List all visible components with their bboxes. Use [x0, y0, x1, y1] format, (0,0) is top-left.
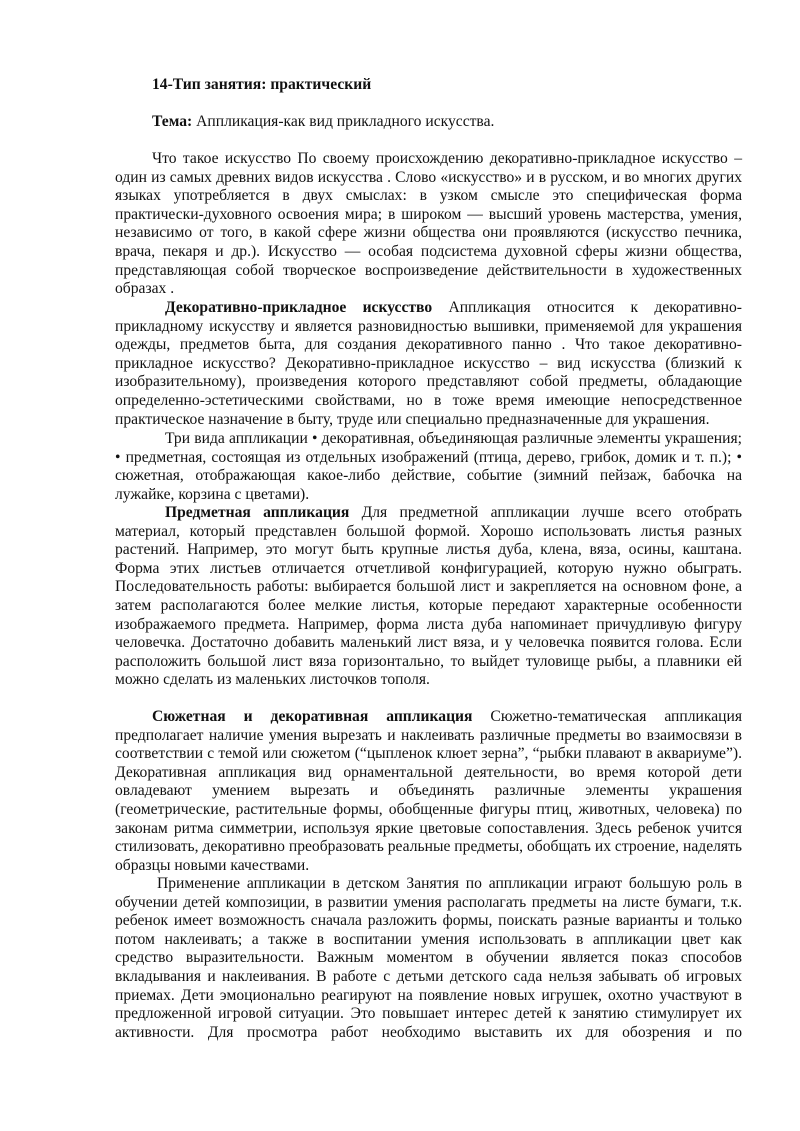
paragraph-text: Для предметной аппликации лучше всего отобрать материал, который представлен большой формой. Хорошо использовать листья разных растений. Например, это могут быть крупные листья дуба, клена, вяза, осины, каштана. Форма этих листьев отличается отчетливой конфигурацией, которую нужно обыграть. Последовательность работы: выбирается большой лист и закрепляется на основном фоне, а затем располагаются более мелкие листья, которые передают характерные особенности изображаемого предмета. Например, форма листа дуба напоминает причудливую фигуру человечка. Достаточно добавить маленький лист вяза, и у человечка появится голова. Если расположить большой лист вяза горизонтально, то выйдет туловище рыбы, а плавники ей можно сделать из маленьких листочков тополя.: [115, 504, 742, 689]
paragraph-three-types: [115, 430, 742, 504]
paragraph-decorative-applied-art: [115, 299, 742, 429]
paragraph-kindergarten-use: [115, 875, 742, 1042]
paragraph-text: Три вида аппликации • декоративная, объединяющая различные элементы украшения; • предметная, состоящая из отдельных изображений (птица, дерево, грибок, домик и т. п.); • сюжетная, отображающая какое-либо действие, событие (зимний пейзаж, бабочка на лужайке, корзина с цветами).: [115, 430, 742, 503]
paragraph-plot-decorative-applique: [115, 708, 742, 875]
paragraph-text: Применение аппликации в детском Занятия по аппликации играют большую роль в обучении детей композиции, в развитии умения располагать предметы на листе бумаги, т.к. ребенок имеет возможность сначала разложить формы, поискать разные варианты и только потом наклеивать; а также в воспитании умения использовать в аппликации цвет как средство выразительности. Важным моментом в обучении является показ способов вкладывания и наклеивания. В работе с детьми детского сада нельзя забывать об игровых приемах. Дети эмоционально реагируют на появление новых игрушек, охотно участвуют в предложенной игровой ситуации. Это повышает интерес детей к занятию стимулирует их активности. Для просмотра работ необходимо выставить их для обозрения и по: [115, 875, 742, 1041]
paragraph-lead: Декоративно-прикладное искусство: [165, 299, 433, 316]
lesson-theme: [152, 113, 712, 132]
theme-text: Аппликация-как вид прикладного искусства.: [192, 113, 495, 130]
paragraph-text: Аппликация относится к декоративно-прикладному искусству и является разновидностью вышивки, применяемой для украшения одежды, предметов быта, для создания декоративного панно . Что такое декоративно-прикладное искусство? Декоративно-прикладное искусство – вид искусства (близкий к изобразительному), произведения которого представляют собой предметы, обладающие определенно-эстетическими свойствами, но в тоже время имеющие непосредственное практическое назначение в быту, труде или специально предназначенные для украшения.: [115, 299, 742, 428]
paragraph-what-is-art: [115, 150, 742, 299]
paragraph-object-applique: [115, 504, 742, 690]
theme-label: Тема:: [152, 113, 193, 130]
paragraph-text: Что такое искусство По своему происхождению декоративно-прикладное искусство – один из самых древних видов искусства . Слово «искусство» и в русском, и во многих других языках употребляется в двух смыслах: в узком смысле это специфическая форма практически-духовного освоения мира; в широком — высший уровень мастерства, умения, независимо от того, в какой сфере жизни общества они проявляются (искусство печника, врача, пекаря и др.). Искусство — особая подсистема духовной сферы жизни общества, представляющая собой творческое воспроизведение действительности в художественных образах .: [115, 150, 742, 298]
paragraph-text: Сюжетно-тематическая аппликация предполагает наличие умения вырезать и наклеивать различные предметы во взаимосвязи в соответствии с темой или сюжетом (“цыпленок клюет зерна”, “рыбки плавают в аквариуме”). Декоративная аппликация вид орнаментальной деятельности, во время которой дети овладевают умением вырезать и объединять различные элементы украшения (геометрические, растительные формы, обобщенные фигуры птиц, животных, человека) по законам ритма симметрии, используя яркие цветовые сопоставления. Здесь ребенок учится стилизовать, декоративно преобразовать реальные предметы, обобщать их строение, наделять образцы новыми качествами.: [115, 708, 743, 874]
lesson-heading: 14-Тип занятия: практический: [152, 76, 372, 93]
paragraph-lead: Предметная аппликация: [165, 504, 350, 521]
paragraph-lead: Сюжетная и декоративная аппликация: [152, 708, 473, 725]
